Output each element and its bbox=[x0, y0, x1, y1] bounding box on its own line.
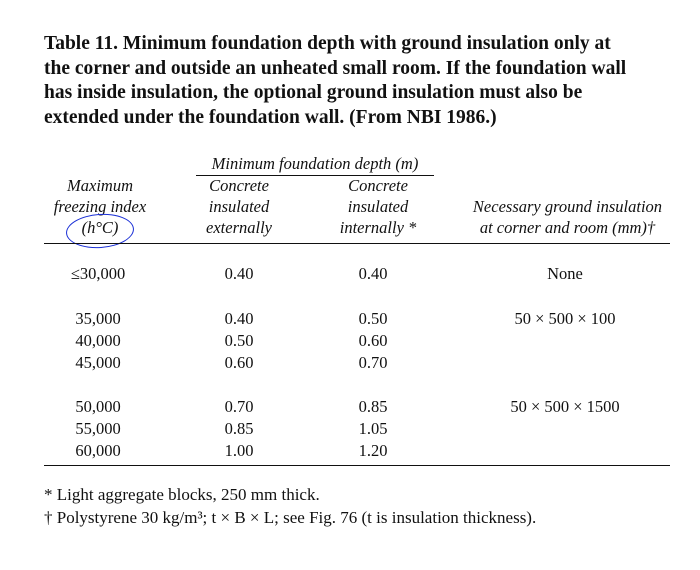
table-cell: 0.40 bbox=[224, 309, 254, 328]
table-cell: 0.40 bbox=[224, 264, 254, 283]
table-cell: 1.20 bbox=[358, 441, 388, 460]
footnote-dagger: † Polystyrene 30 kg/m³; t × B × L; see Fig. 76 (t is insulation thickness). bbox=[44, 508, 537, 527]
header-insulated-externally bbox=[184, 175, 294, 238]
header-col3-line1: Concrete bbox=[348, 176, 408, 195]
header-col1-line1: Maximum bbox=[67, 176, 133, 195]
caption-line-1: Table 11. Minimum foundation depth with ground insulation only at bbox=[44, 33, 611, 54]
table-cell: 0.70 bbox=[224, 397, 254, 416]
bottom-rule bbox=[44, 465, 670, 466]
header-rule bbox=[44, 243, 670, 244]
header-col2-line1: Concrete bbox=[209, 176, 269, 195]
table-cell: None bbox=[547, 264, 583, 283]
table-cell: ≤30,000 bbox=[70, 264, 126, 283]
table-cell: 50,000 bbox=[75, 397, 121, 416]
table-cell: 40,000 bbox=[75, 331, 121, 350]
header-col2-line3: externally bbox=[206, 218, 272, 237]
table-cell: 1.00 bbox=[224, 441, 254, 460]
table-cell: 0.85 bbox=[358, 397, 388, 416]
header-col1-line2: freezing index bbox=[53, 197, 147, 216]
table-cell: 50 × 500 × 1500 bbox=[510, 397, 620, 416]
header-col4-line1: Necessary ground insulation bbox=[472, 197, 663, 216]
header-col4-line2: at corner and room (mm)† bbox=[479, 218, 656, 237]
table-cell: 55,000 bbox=[75, 419, 121, 438]
table-cell: 0.50 bbox=[224, 331, 254, 350]
table-cell: 45,000 bbox=[75, 353, 121, 372]
table-cell: 1.05 bbox=[358, 419, 388, 438]
table-cell: 60,000 bbox=[75, 441, 121, 460]
table-cell: 0.60 bbox=[224, 353, 254, 372]
caption-line-2: the corner and outside an unheated small room. If the foundation wall bbox=[44, 57, 627, 79]
table-cell: 0.60 bbox=[358, 331, 388, 350]
table-caption bbox=[44, 32, 684, 130]
table-cell: 0.50 bbox=[358, 309, 388, 328]
table-cell: 0.40 bbox=[358, 264, 388, 283]
caption-line-4: extended under the foundation wall. (From NBI 1986.) bbox=[44, 106, 497, 128]
header-col2-line2: insulated bbox=[208, 197, 270, 216]
group-header-min-depth: Minimum foundation depth (m) bbox=[196, 154, 434, 176]
footnote-star: * Light aggregate blocks, 250 mm thick. bbox=[44, 485, 320, 504]
header-insulated-internally bbox=[318, 175, 438, 238]
header-ground-insulation bbox=[455, 196, 680, 238]
header-col1-line3: (h°C) bbox=[81, 218, 119, 237]
table-cell: 35,000 bbox=[75, 309, 121, 328]
header-col3-line3: internally * bbox=[339, 218, 417, 237]
table-cell: 0.70 bbox=[358, 353, 388, 372]
table-cell: 0.85 bbox=[224, 419, 254, 438]
caption-line-3: has inside insulation, the optional ground insulation must also be bbox=[44, 82, 583, 103]
table-cell: 50 × 500 × 100 bbox=[514, 309, 616, 328]
header-col3-line2: insulated bbox=[347, 197, 409, 216]
